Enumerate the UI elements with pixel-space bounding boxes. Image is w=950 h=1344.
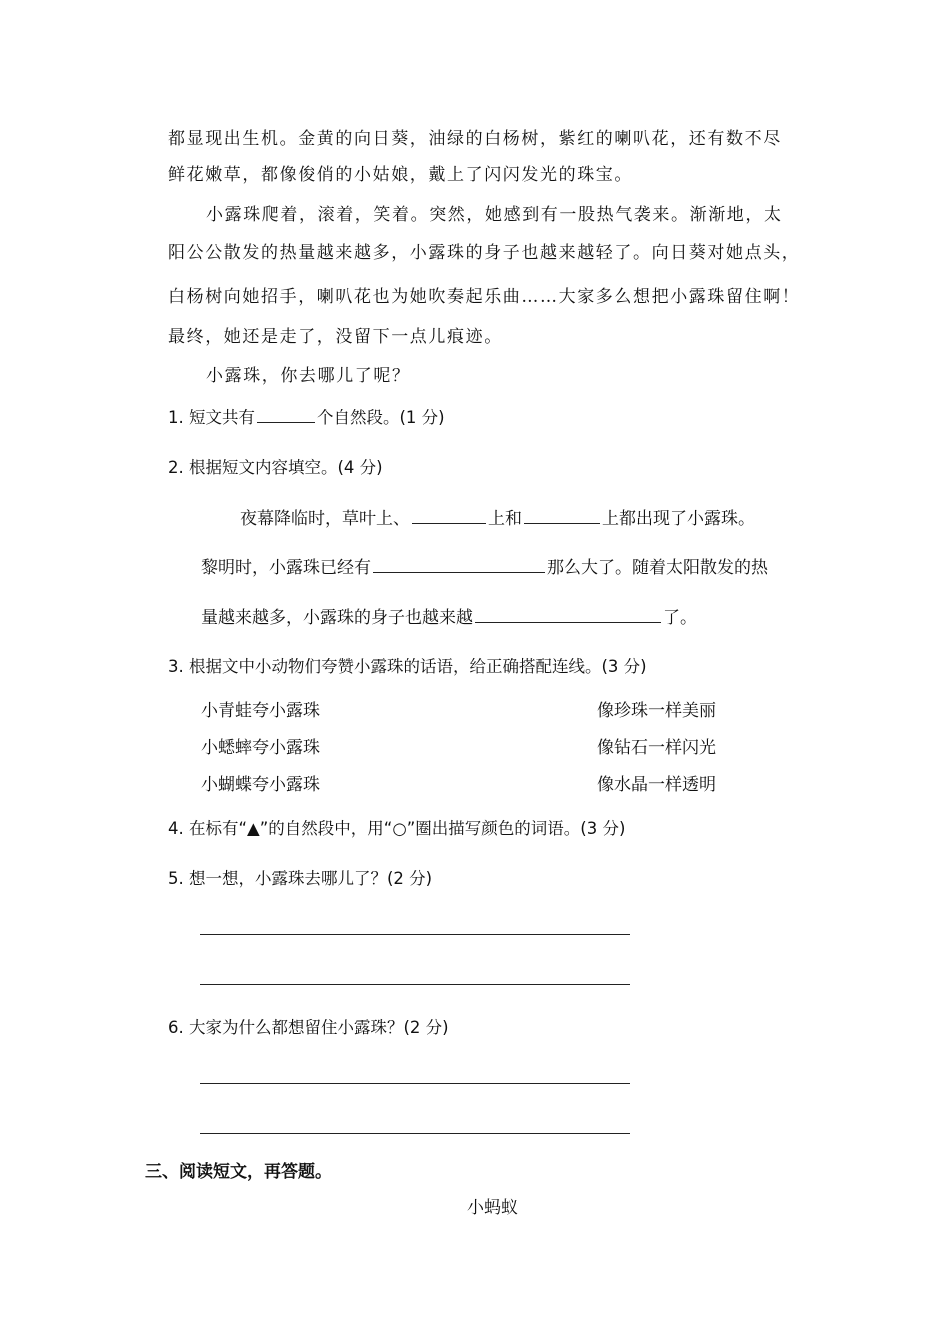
match-right-2[interactable]: 像钻石一样闪光 [597, 738, 716, 758]
question-6-answer-line-2[interactable] [200, 1133, 630, 1134]
match-right-1[interactable]: 像珍珠一样美丽 [597, 701, 716, 721]
question-5-answer-line-2[interactable] [200, 984, 630, 985]
question-2-line-3 [201, 603, 697, 628]
question-2-text-3a: 量越来越多，小露珠的身子也越来越 [201, 608, 473, 628]
question-2-text-2b: 那么大了。随着太阳散发的热 [547, 558, 768, 578]
question-2-blank-1[interactable] [412, 505, 486, 524]
question-2-text-2a: 黎明时，小露珠已经有 [201, 558, 371, 578]
question-4-title: 4. 在标有“▲”的自然段中，用“○”圈出描写颜色的词语。(3 分) [168, 819, 626, 838]
question-2-text-1a: 夜幕降临时，草叶上、 [240, 509, 410, 529]
question-6-title: 6. 大家为什么都想留住小露珠？(2 分) [168, 1018, 449, 1037]
section-3-heading: 三、阅读短文，再答题。 [145, 1162, 332, 1182]
passage-line-7: 小露珠，你去哪儿了呢？ [206, 366, 411, 386]
passage-line-4: 阳公公散发的热量越来越多，小露珠的身子也越来越轻了。向日葵对她点头， [168, 243, 801, 263]
question-2-text-1b: 上和 [488, 509, 522, 529]
question-1 [168, 404, 445, 428]
question-5-answer-line-1[interactable] [200, 934, 630, 935]
match-left-2[interactable]: 小蟋蟀夸小露珠 [201, 738, 320, 758]
question-2-text-1c: 上都出现了小露珠。 [602, 509, 755, 529]
question-2-blank-4[interactable] [475, 604, 661, 623]
question-6-answer-line-1[interactable] [200, 1083, 630, 1084]
question-1-blank[interactable] [257, 404, 315, 423]
match-left-1[interactable]: 小青蛙夸小露珠 [201, 701, 320, 721]
passage-line-2: 鲜花嫩草，都像俊俏的小姑娘，戴上了闪闪发光的珠宝。 [168, 165, 633, 185]
question-2-line-1 [240, 504, 755, 529]
question-2-line-2 [201, 553, 768, 578]
match-left-3[interactable]: 小蝴蝶夸小露珠 [201, 775, 320, 795]
passage-line-3: 小露珠爬着，滚着，笑着。突然，她感到有一股热气袭来。渐渐地，太 [206, 205, 783, 225]
passage-line-1: 都显现出生机。金黄的向日葵，油绿的白杨树，紫红的喇叭花，还有数不尽 [168, 129, 782, 149]
question-5-title: 5. 想一想，小露珠去哪儿了？(2 分) [168, 869, 433, 888]
question-2-title: 2. 根据短文内容填空。(4 分) [168, 458, 383, 477]
question-2-blank-3[interactable] [373, 554, 545, 573]
question-1-text-post: 个自然段。(1 分) [317, 408, 445, 427]
passage-line-6: 最终，她还是走了，没留下一点儿痕迹。 [168, 327, 503, 347]
question-2-blank-2[interactable] [524, 505, 600, 524]
match-right-3[interactable]: 像水晶一样透明 [597, 775, 716, 795]
passage-title: 小蚂蚁 [467, 1198, 518, 1218]
passage-line-5: 白杨树向她招手，喇叭花也为她吹奏起乐曲……大家多么想把小露珠留住啊！ [168, 287, 801, 307]
question-3-title: 3. 根据文中小动物们夸赞小露珠的话语，给正确搭配连线。(3 分) [168, 657, 647, 676]
question-1-text-pre: 1. 短文共有 [168, 408, 255, 427]
question-2-text-3b: 了。 [663, 608, 697, 628]
